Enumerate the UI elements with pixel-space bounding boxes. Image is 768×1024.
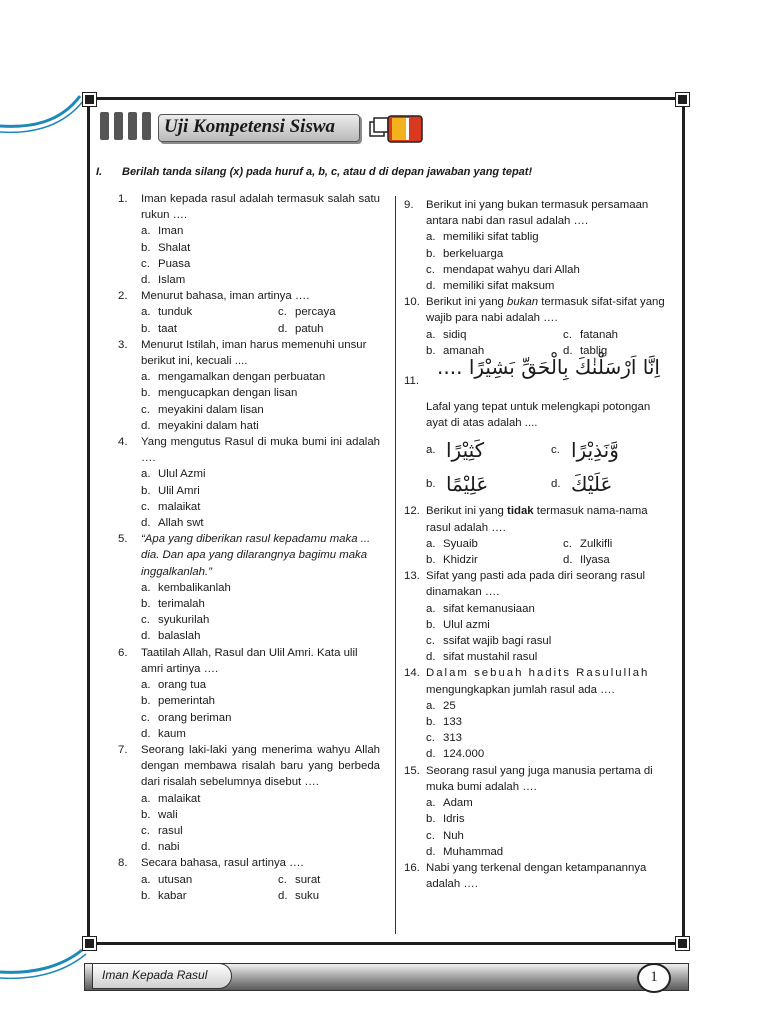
question-1: 1. Iman kepada rasul adalah termasuk salah satu rukun …. a. Iman b. Shalat c. Puasa d. Islam	[118, 191, 380, 288]
book-icon	[368, 112, 428, 146]
option: d. patuh	[278, 322, 324, 335]
frame-corner	[83, 93, 96, 106]
option: b. Ulil Amri	[141, 484, 200, 497]
option: d. meyakini dalam hati	[141, 419, 259, 432]
option: a. كَثِيْرًا	[426, 438, 485, 463]
question-5: 5. “Apa yang diberikan rasul kepadamu maka ... dia. Dan apa yang dilarangnya bagimu maka inggalkanlah.” a. kembalikanlah b. terimalah c. syukurilah d. balaslah	[118, 531, 380, 644]
option: d. 124.000	[426, 748, 485, 761]
option: b. taat	[141, 322, 177, 335]
option: c. malaikat	[141, 500, 201, 513]
question-11: 11. اِنَّا اَرْسَلْنٰكَ بِالْحَقِّ بَشِيْرًا .... Lafal yang tepat untuk melengkapi potongan ayat di atas adalah .... a. كَثِيْرًا c. وَّنَذِيْرًا b. عَلِيْمًا d. عَلَيْكَ	[404, 367, 666, 499]
option: a. utusan	[141, 873, 193, 886]
option: c. Nuh	[426, 829, 464, 842]
option: d. tablig	[563, 344, 608, 357]
frame-corner	[676, 93, 689, 106]
question-13: 13. Sifat yang pasti ada pada diri seorang rasul dinamakan …. a. sifat kemanusiaan b. Ulul azmi c. ssifat wajib bagi rasul d. sifat mustahil rasul	[404, 568, 666, 665]
option: b. wali	[141, 808, 178, 821]
instruction: I. Berilah tanda silang (x) pada huruf a, b, c, atau d di depan jawaban yang tepat!	[96, 166, 533, 178]
option: a. sidiq	[426, 328, 467, 341]
question-16: 16. Nabi yang terkenal dengan ketampanannya adalah ….	[404, 861, 647, 891]
option: c. rasul	[141, 824, 183, 837]
page-number-badge	[637, 963, 671, 993]
option: b. amanah	[426, 344, 485, 357]
option: d. kaum	[141, 727, 186, 740]
question-6: 6. Taatilah Allah, Rasul dan Ulil Amri. Kata ulil amri artinya …. a. orang tua b. pemerintah c. orang beriman d. kaum	[118, 645, 380, 742]
option: c. percaya	[278, 306, 336, 319]
option: c. Puasa	[141, 257, 191, 270]
option: c. syukurilah	[141, 614, 210, 627]
question-12: 12. Berikut ini yang tidak termasuk nama-nama rasul adalah …. a. Syuaib c. Zulkifli b. Khidzir d. Ilyasa	[404, 503, 666, 568]
option: a. sifat kemanusiaan	[426, 602, 535, 615]
page-footer	[84, 957, 687, 993]
question-4: 4. Yang mengutus Rasul di muka bumi ini adalah …. a. Ulul Azmi b. Ulil Amri c. malaikat d. Allah swt	[118, 434, 380, 531]
instruction-text: Berilah tanda silang (x) pada huruf a, b, c, atau d di depan jawaban yang tepat!	[122, 166, 533, 178]
option: b. terimalah	[141, 598, 205, 611]
option: a. Ulul Azmi	[141, 468, 206, 481]
blue-swoosh-bottom	[0, 944, 90, 984]
option: c. mendapat wahyu dari Allah	[426, 263, 580, 276]
chapter-title: Iman Kepada Rasul	[102, 968, 208, 982]
option: b. berkeluarga	[426, 247, 504, 260]
option: a. 25	[426, 699, 456, 712]
option: b. pemerintah	[141, 695, 215, 708]
option: b. kabar	[141, 889, 187, 902]
question-9: 9. Berikut ini yang bukan termasuk persamaan antara nabi dan rasul adalah …. a. memiliki sifat tablig b. berkeluarga c. mendapat wahyu dari Allah d. memiliki sifat maksum	[404, 197, 666, 294]
option: c. وَّنَذِيْرًا	[551, 438, 619, 463]
option: c. ssifat wajib bagi rasul	[426, 635, 552, 648]
option: a. Adam	[426, 797, 473, 810]
option: a. Iman	[141, 225, 184, 238]
option: b. Khidzir	[426, 554, 478, 567]
question-10: 10. Berikut ini yang bukan termasuk sifat-sifat yang wajib para nabi adalah …. a. sidiq c. fatanah b. amanah d. tablig	[404, 294, 666, 359]
option: b. Shalat	[141, 241, 191, 254]
frame-corner	[676, 937, 689, 950]
option: b. mengucapkan dengan lisan	[141, 387, 298, 400]
page-title: Uji Kompetensi Siswa	[164, 116, 336, 137]
option: d. memiliki sifat maksum	[426, 280, 555, 293]
page-number: 1	[650, 969, 658, 985]
blue-swoosh-top	[0, 88, 90, 138]
question-3: 3. Menurut Istilah, iman harus memenuhi unsur berikut ini, kecuali .... a. mengamalkan dengan perbuatan b. mengucapkan dengan lisan c. meyakini dalam lisan d. meyakini dalam hati	[118, 337, 380, 434]
option: d. Muhammad	[426, 845, 504, 858]
question-14: 14. Dalam sebuah hadits Rasulullah mengungkapkan jumlah rasul ada …. a. 25 b. 133 c. 313 d. 124.000	[404, 665, 666, 762]
option: c. Zulkifli	[563, 537, 613, 550]
arabic-verse: اِنَّا اَرْسَلْنٰكَ بِالْحَقِّ بَشِيْرًا ....	[437, 355, 660, 380]
left-column	[118, 191, 380, 904]
option: b. 133	[426, 716, 463, 729]
frame-corner	[83, 937, 96, 950]
option: a. orang tua	[141, 679, 207, 692]
option: a. memiliki sifat tablig	[426, 231, 539, 244]
option: d. nabi	[141, 841, 180, 854]
option: d. عَلَيْكَ	[551, 472, 613, 497]
question-8: 8. Secara bahasa, rasul artinya …. a. utusan c. surat b. kabar d. suku	[118, 855, 380, 904]
option: b. عَلِيْمًا	[426, 472, 489, 497]
option: c. fatanah	[563, 328, 619, 341]
option: c. 313	[426, 732, 463, 745]
section-banner	[100, 112, 418, 144]
option: a. malaikat	[141, 792, 201, 805]
option: c. meyakini dalam lisan	[141, 403, 264, 416]
option: c. surat	[278, 873, 321, 886]
option: d. Allah swt	[141, 517, 204, 530]
option: d. Ilyasa	[563, 554, 610, 567]
option: b. Idris	[426, 813, 465, 826]
option: a. tunduk	[141, 306, 193, 319]
option: d. suku	[278, 889, 320, 902]
question-7: 7. Seorang laki-laki yang menerima wahyu Allah dengan membawa risalah baru yang berbeda dari risalah sebelumnya disebut …. a. malaikat b. wali c. rasul d. nabi	[118, 742, 380, 855]
question-15: 15. Seorang rasul yang juga manusia pertama di muka bumi adalah …. a. Adam b. Idris c. Nuh d. Muhammad	[404, 763, 666, 860]
option: d. sifat mustahil rasul	[426, 651, 538, 664]
option: a. kembalikanlah	[141, 581, 231, 594]
option: c. orang beriman	[141, 711, 232, 724]
option: b. Ulul azmi	[426, 618, 490, 631]
right-column	[404, 197, 666, 892]
question-2: 2. Menurut bahasa, iman artinya …. a. tunduk c. percaya b. taat d. patuh	[118, 288, 380, 337]
option: d. Islam	[141, 274, 186, 287]
option: a. Syuaib	[426, 537, 478, 550]
option: a. mengamalkan dengan perbuatan	[141, 371, 326, 384]
option: d. balaslah	[141, 630, 201, 643]
